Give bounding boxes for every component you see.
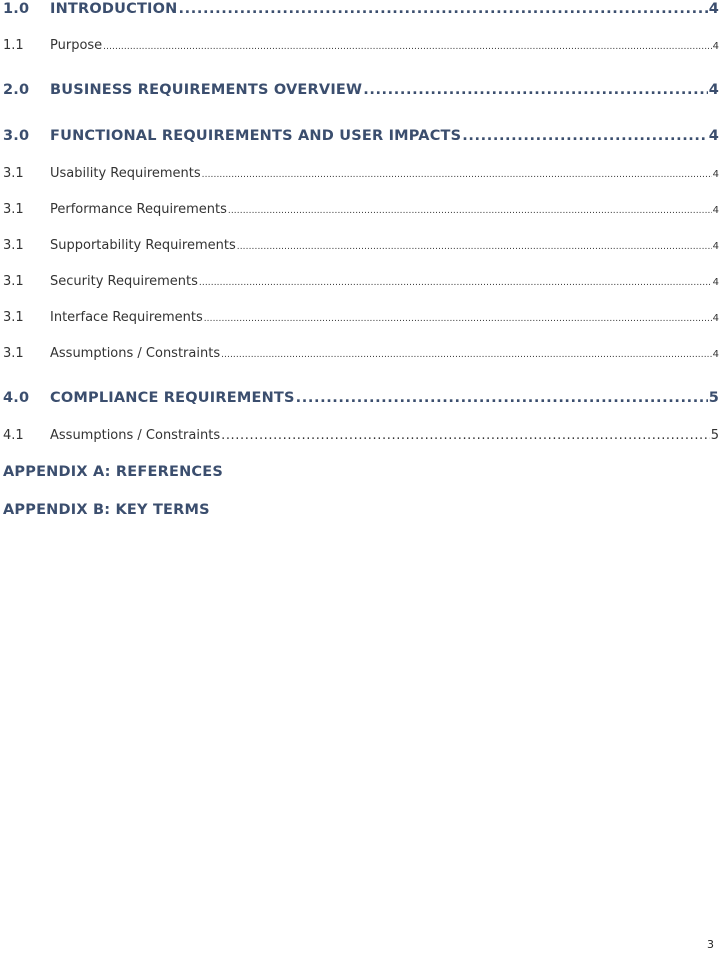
- toc-leader-dots: [363, 82, 707, 98]
- toc-leader-dots: [103, 42, 711, 52]
- toc-entry-number: 4.1: [3, 428, 24, 443]
- toc-entry-title: Supportability Requirements: [50, 238, 236, 253]
- toc-entry-title: Usability Requirements: [50, 166, 201, 181]
- toc-entry-number: 3.1: [3, 202, 24, 217]
- toc-entry-page: 4: [712, 205, 719, 216]
- toc-entry-number: 3.1: [3, 346, 24, 361]
- toc-leader-dots: [199, 278, 712, 288]
- toc-entry-title: Performance Requirements: [50, 202, 227, 217]
- toc-leader-dots: [237, 242, 712, 252]
- toc-entry-title: Assumptions / Constraints: [50, 428, 221, 443]
- toc-entry-compliance-assumptions[interactable]: [3, 428, 719, 443]
- toc-entry-number: 1.0: [3, 1, 30, 17]
- toc-entry-introduction[interactable]: [3, 1, 719, 17]
- toc-entry-number: 4.0: [3, 390, 30, 406]
- toc-entry-number: 2.0: [3, 82, 30, 98]
- toc-entry-number: 3.0: [3, 128, 30, 144]
- toc-entry-page: 4: [708, 1, 719, 17]
- toc-leader-dots: [179, 1, 708, 17]
- toc-entry-title: COMPLIANCE REQUIREMENTS: [50, 390, 295, 406]
- toc-entry-performance-requirements[interactable]: [3, 202, 719, 217]
- toc-leader-dots: [221, 350, 712, 360]
- page-number: 3: [707, 938, 714, 951]
- toc-entry-page: 4: [712, 241, 719, 252]
- toc-entry-number: 3.1: [3, 310, 24, 325]
- toc-entry-functional-requirements[interactable]: [3, 128, 719, 144]
- toc-entry-title: FUNCTIONAL REQUIREMENTS AND USER IMPACTS: [50, 128, 462, 144]
- toc-entry-assumptions-constraints[interactable]: [3, 346, 719, 361]
- toc-entry-title: Security Requirements: [50, 274, 198, 289]
- toc-appendix-key-terms[interactable]: APPENDIX B: KEY TERMS: [3, 502, 210, 518]
- toc-entry-purpose[interactable]: [3, 38, 719, 53]
- toc-entry-number: 3.1: [3, 274, 24, 289]
- toc-entry-title: Interface Requirements: [50, 310, 203, 325]
- toc-entry-page: 4: [712, 277, 719, 288]
- toc-entry-page: 5: [708, 390, 719, 406]
- toc-leader-dots: [296, 390, 708, 406]
- toc-entry-interface-requirements[interactable]: [3, 310, 719, 325]
- toc-leader-dots: [204, 314, 712, 324]
- toc-leader-dots: [202, 170, 712, 180]
- toc-entry-page: 4: [712, 41, 719, 52]
- toc-entry-page: 5: [710, 428, 719, 443]
- toc-entry-page: 4: [708, 82, 719, 98]
- toc-entry-supportability-requirements[interactable]: [3, 238, 719, 253]
- toc-entry-number: 3.1: [3, 166, 24, 181]
- toc-leader-dots: [228, 206, 712, 216]
- toc-entry-page: 4: [708, 128, 719, 144]
- toc-entry-title: INTRODUCTION: [50, 1, 178, 17]
- toc-leader-dots: [221, 428, 710, 443]
- toc-appendix-references[interactable]: APPENDIX A: REFERENCES: [3, 464, 223, 480]
- toc-entry-page: 4: [712, 313, 719, 324]
- toc-entry-business-requirements[interactable]: [3, 82, 719, 98]
- toc-entry-security-requirements[interactable]: [3, 274, 719, 289]
- toc-entry-compliance-requirements[interactable]: [3, 390, 719, 406]
- toc-entry-page: 4: [712, 349, 719, 360]
- toc-entry-number: 1.1: [3, 38, 24, 53]
- toc-entry-title: Assumptions / Constraints: [50, 346, 221, 361]
- toc-entry-usability-requirements[interactable]: [3, 166, 719, 181]
- toc-leader-dots: [462, 128, 707, 144]
- toc-entry-page: 4: [712, 169, 719, 180]
- toc-entry-number: 3.1: [3, 238, 24, 253]
- toc-entry-title: Purpose: [50, 38, 103, 53]
- toc-entry-title: BUSINESS REQUIREMENTS OVERVIEW: [50, 82, 363, 98]
